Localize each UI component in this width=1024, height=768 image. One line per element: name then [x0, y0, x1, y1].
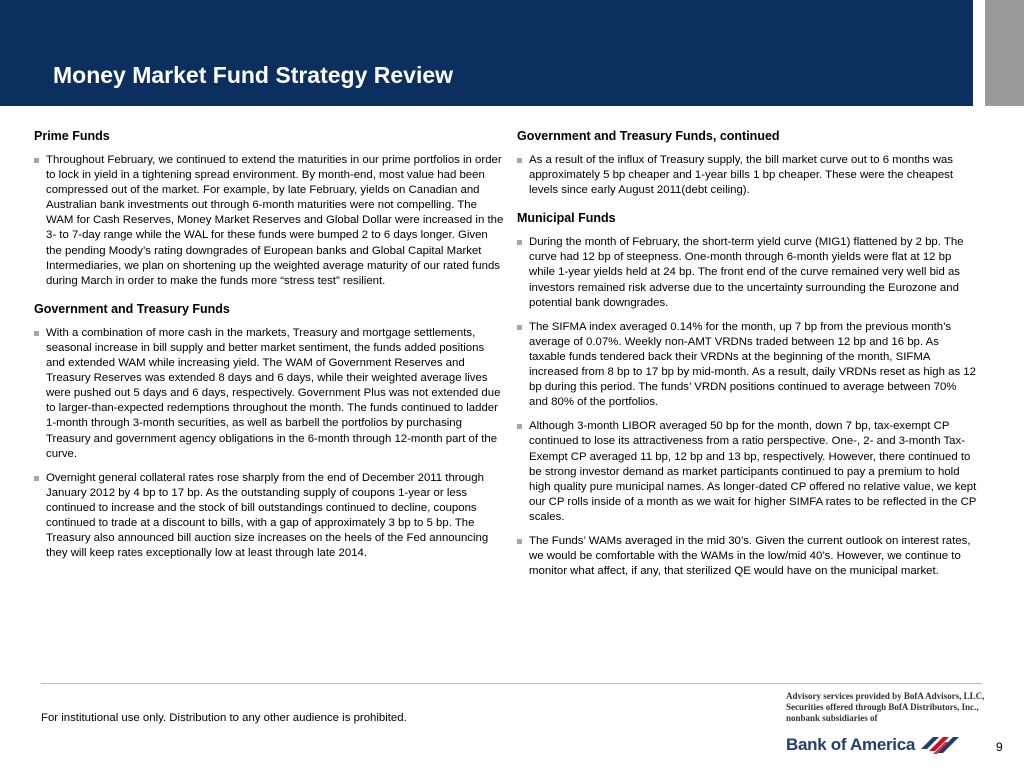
left-column	[34, 128, 504, 573]
bullet-list	[34, 326, 504, 561]
bullet-item: The Funds’ WAMs averaged in the mid 30’s. Given the current outlook on interest rates, we would be comfortable with the WAMs in the low/mid 40’s. However, we continue to monitor what affect, if any, that sterilized QE would have on the municipal market.	[517, 534, 977, 579]
bullet-item: During the month of February, the short-term yield curve (MIG1) flattened by 2 bp. The curve had 12 bp of steepness. One-month through 6-month yields were flat at 12 bp while 1-year yields held at 24 bp. The front end of the curve remained very well bid as investors remained risk adverse due to the uncertainty surrounding the Eurozone and potential bank downgrades.	[517, 235, 977, 310]
bank-of-america-flag-icon	[919, 735, 959, 755]
section-heading: Government and Treasury Funds, continued	[517, 129, 780, 143]
right-column	[517, 128, 977, 591]
header-accent-bar	[985, 0, 1024, 106]
page-number: 9	[996, 740, 1003, 754]
bullet-item: Throughout February, we continued to extend the maturities in our prime portfolios in order to lock in yield in a tightening spread environment. By month-end, most value had been compressed out of the market. For example, by late February, yields on Canadian and Australian bank investments out through 6-month maturities were not compelling. The WAM for Cash Reserves, Money Market Reserves and Global Dollar were increased in the 3- to 7-day range while the WAL for these funds were bumped 2 to 6 days longer. Given the pending Moody’s rating downgrades of European banks and Global Capital Market Intermediaries, we plan on shortening up the weighted average maturity of our rated funds during March in order to make the funds more “stress test” resilient.	[34, 153, 504, 289]
bank-of-america-logo	[786, 732, 959, 758]
bullet-item: Although 3-month LIBOR averaged 50 bp for the month, down 7 bp, tax-exempt CP continued to lose its attractiveness from a ratio perspective. One-, 2- and 3-month Tax-Exempt CP averaged 11 bp, 12 bp and 13 bp, respectively. However, there continued to be strong investor demand as market participants continued to pay a premium to hold high quality pure municipal names. As longer-dated CP offered no relative value, we kept our CP rolls inside of a month as we wait for higher SIMFA rates to be reflected in the CP scales.	[517, 419, 977, 525]
section-government-treasury-funds	[34, 301, 504, 561]
advisory-line: Advisory services provided by BofA Advisors, LLC,	[786, 691, 985, 701]
header-bar	[0, 0, 973, 106]
bullet-list	[34, 153, 504, 289]
advisory-notice	[786, 691, 986, 724]
bullet-item: With a combination of more cash in the markets, Treasury and mortgage settlements, seasonal increase in bill supply and better market sentiment, the funds added positions and extended WAM while increasing yield. The WAM of Government Reserves and Treasury Reserves was extended 8 days and 6 days, while their weighted average lives were pushed out 5 days and 6 days, respectively. Government Plus was not extended due to larger-than-expected redemptions throughout the month. The funds continued to ladder 1-month through 3-month securities, as well as barbell the portfolios by purchasing Treasury and government agency obligations in the 6-month through 12-month part of the curve.	[34, 326, 504, 462]
bullet-list	[517, 235, 977, 579]
bullet-item: As a result of the influx of Treasury supply, the bill market curve out to 6 months was approximately 5 bp cheaper and 1-year bills 1 bp cheaper. These were the cheapest levels since early August 2011(debt ceiling).	[517, 153, 977, 198]
logo-wordmark: Bank of America	[786, 735, 916, 754]
advisory-line: nonbank subsidiaries of	[786, 713, 878, 723]
section-government-treasury-funds-continued	[517, 128, 977, 198]
section-heading: Prime Funds	[34, 129, 110, 143]
section-prime-funds	[34, 128, 504, 289]
page-title: Money Market Fund Strategy Review	[53, 62, 454, 88]
disclaimer-text: For institutional use only. Distribution to any other audience is prohibited.	[41, 712, 407, 724]
bullet-list	[517, 153, 977, 198]
footer-divider	[41, 683, 982, 684]
section-municipal-funds	[517, 210, 977, 579]
section-heading: Municipal Funds	[517, 211, 616, 226]
section-heading: Government and Treasury Funds	[34, 301, 230, 316]
bullet-item: Overnight general collateral rates rose sharply from the end of December 2011 through January 2012 by 4 bp to 17 bp. As the outstanding supply of coupons 1-year or less continued to increase and the stock of bill outstandings continued to decline, coupons continued to trade at a discount to bills, with a gap of approximately 3 bp to 5 bp. The Treasury also announced bill auction size increases on the heels of the Fed announcing they will keep rates exceptionally low at least through late 2014.	[34, 471, 504, 562]
bullet-item: The SIFMA index averaged 0.14% for the month, up 7 bp from the previous month’s average of 0.07%. Weekly non-AMT VRDNs traded between 12 bp and 16 bp. As taxable funds tendered back their VRDNs at the beginning of the month, SIFMA increased from 8 bp to 17 bp by mid-month. As a result, daily VRDNs reset as high as 12 bp during this period. The funds’ VRDN positions continued to average between 70% and 80% of the portfolios.	[517, 320, 977, 411]
advisory-line: Securities offered through BofA Distributors, Inc.,	[786, 702, 979, 712]
